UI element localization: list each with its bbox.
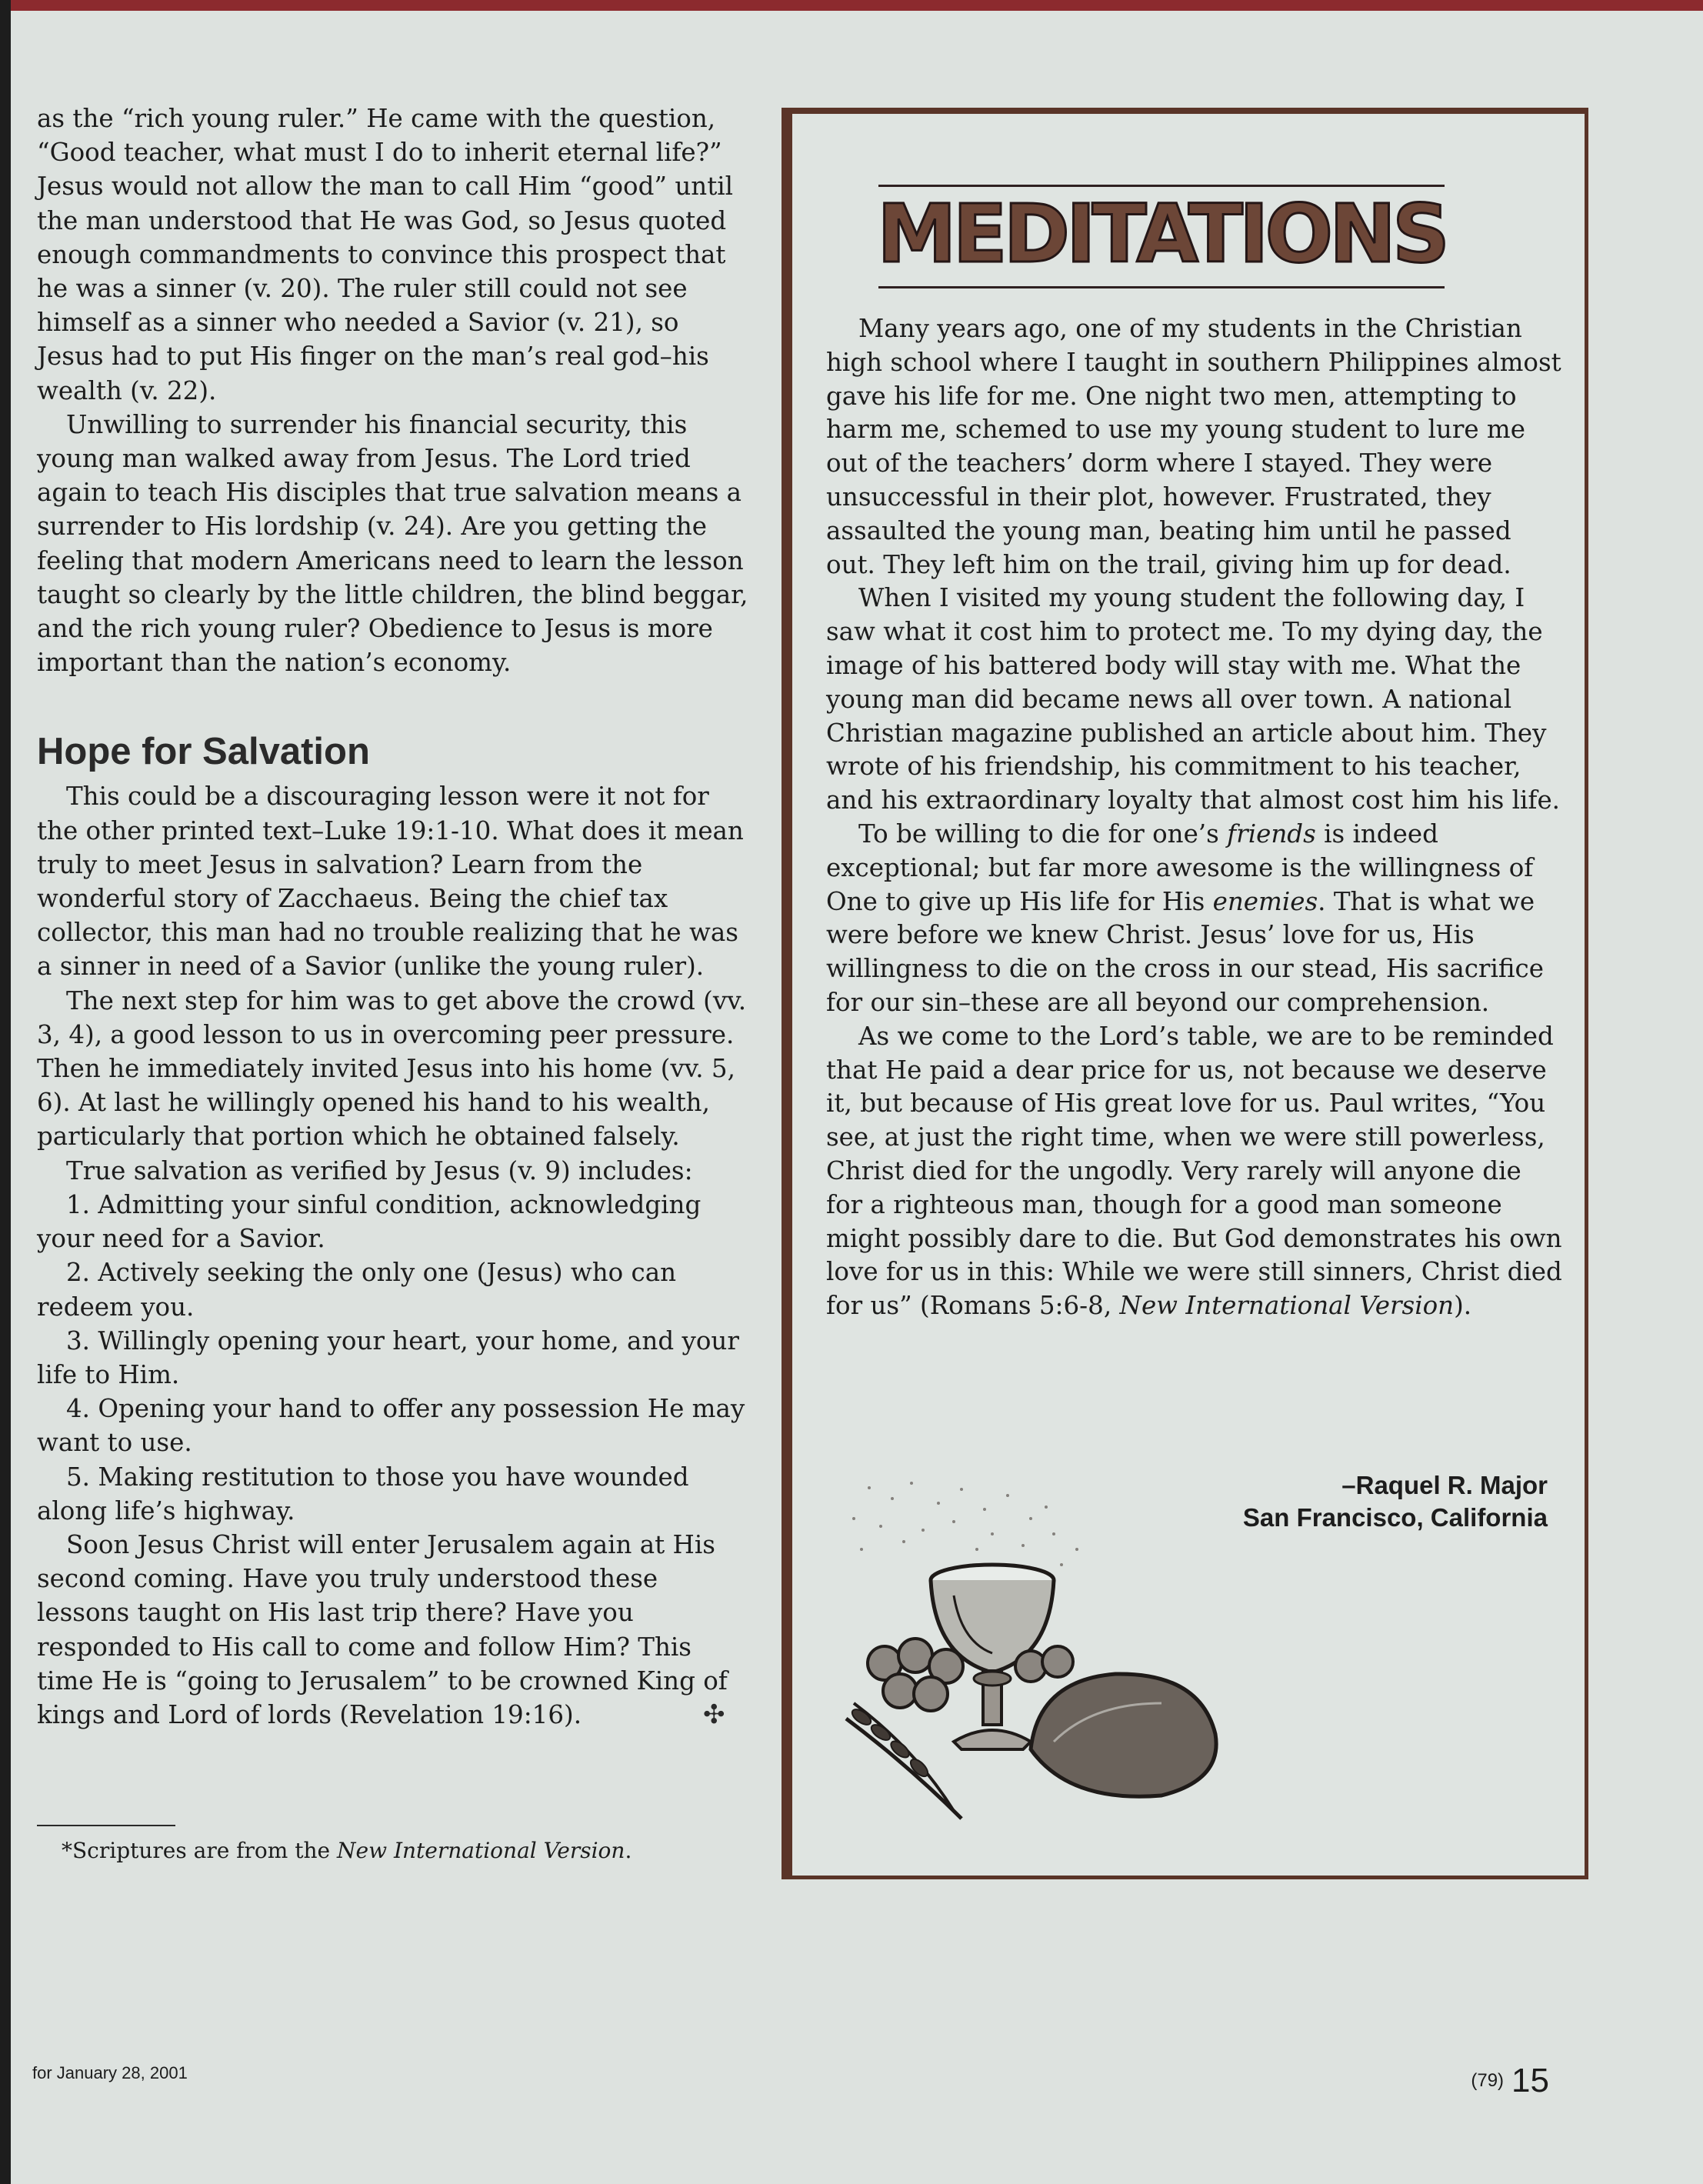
page-edge-shadow (0, 0, 11, 2184)
meditations-text (826, 312, 1565, 1323)
folio-number: 15 (1511, 2062, 1549, 2099)
author-signature (1243, 1469, 1548, 1534)
meditation-text: . That is what we were before we knew Christ. Jesus’ love for us, His willingness to die on the cross in our stead, His sacrifice for our sin–these are all beyond our comprehension. (826, 886, 1544, 1017)
meditation-text: ). (1454, 1291, 1472, 1321)
meditation-text: As we come to the Lord’s table, we are to be reminded that He paid a dear price for us, not because we deserve it, but because of His great love for us. Paul writes, “You see, at just the right time, when we were still powerless, Christ died for the ungodly. Very rarely will anyone die for a righteous man, though for a good man someone might possibly dare to die. But God demonstrates his own love for us in this: While we were still sinners, Christ died for us” (Romans 5:6-8, (826, 1021, 1562, 1321)
body-paragraph: The next step for him was to get above the crowd (vv. 3, 4), a good lesson to us in overcoming peer pressure. Then he immediately invited Jesus into his home (vv. 5, 6). At last he willingly opened his hand to his wealth, particularly that portion which he obtained falsely. (37, 985, 747, 1152)
meditation-text: is indeed exceptional; but far more awesome is the willingness of One to give up His life for His (826, 819, 1534, 916)
list-item: 2. Actively seeking the only one (Jesus) who can redeem you. (37, 1258, 677, 1322)
end-mark-icon: ✣ (703, 1699, 725, 1730)
meditation-paragraph (826, 818, 1565, 1020)
footnote-rule (37, 1825, 175, 1826)
footnote-suffix: . (625, 1838, 632, 1863)
list-item: 1. Admitting your sinful condition, acknowledging your need for a Savior. (37, 1189, 702, 1254)
top-color-band (0, 0, 1703, 11)
footnote-prefix: *Scriptures are from the (62, 1838, 337, 1863)
author-location: San Francisco, California (1242, 1503, 1548, 1532)
body-paragraph: This could be a discouraging lesson were it not for the other printed text–Luke 19:1-10. What does it mean truly to meet Jesus in salvation? Learn from the wonderful story of Zacchaeus. Being the chief tax collector, this man had no trouble realizing that he was a sinner in need of a Savior (unlike the young ruler). (37, 782, 744, 982)
author-name: –Raquel R. Major (1341, 1471, 1548, 1499)
footnote-version: New International Version (337, 1838, 625, 1863)
list-item: 4. Opening your hand to offer any possession He may want to use. (37, 1394, 745, 1458)
emphasis-friends: friends (1227, 819, 1316, 849)
left-column (37, 102, 752, 1732)
closing-paragraph-text: Soon Jesus Christ will enter Jerusalem again at His second coming. Have you truly understood these lessons taught on His last trip there? Have you responded to His call to come and follow Him? This time He is “going to Jerusalem” to be crowned King of kings and Lord of lords (Revelation 19:16). (37, 1529, 728, 1729)
list-item: 5. Making restitution to those you have wounded along life’s highway. (37, 1462, 689, 1525)
body-paragraph: as the “rich young ruler.” He came with the question, “Good teacher, what must I do to inherit eternal life?” Jesus would not allow the man to call Him “good” until the man understood that He was God, so Jesus quoted enough commandments to convince this prospect that he was a sinner (v. 20). The ruler still could not see himself as a sinner who needed a Savior (v. 21), so Jesus had to put His finger on the man’s real god–his wealth (v. 22). (37, 104, 734, 405)
body-paragraph: Unwilling to surrender his financial security, this young man walked away from Jesus. The Lord tried again to teach His disciples that true salvation means a surrender to His lordship (v. 24). Are you getting the feeling that modern Americans need to learn the lesson taught so clearly by the little children, the blind beggar, and the rich young ruler? Obedience to Jesus is more important than the nation’s economy. (37, 409, 748, 678)
page-number (1471, 2062, 1549, 2100)
meditation-paragraph: When I visited my young student the following day, I saw what it cost him to protect me. To my dying day, the image of his battered body will stay with me. What the young man did became news all over town. A national Christian magazine published an article about him. They wrote of his friendship, his commitment to his teacher, and his extraordinary loyalty that almost cost him his life. (826, 583, 1561, 815)
list-item: 3. Willingly opening your heart, your home, and your life to Him. (37, 1325, 739, 1389)
meditation-text: To be willing to die for one’s (858, 819, 1228, 849)
communion-illustration (838, 1472, 1269, 1826)
sequential-page-number: (79) (1471, 2070, 1505, 2091)
meditation-paragraph (826, 1020, 1565, 1323)
meditation-paragraph: Many years ago, one of my students in the Christian high school where I taught in southern Philippines almost gave his life for me. One night two men, attempting to harm me, schemed to use my young student to lure me out of the teachers’ dorm where I stayed. They were unsuccessful in their plot, however. Frustrated, they assaulted the young man, beating him until he passed out. They left him on the trail, giving him up for dead. (826, 314, 1561, 579)
body-paragraph (37, 1528, 752, 1732)
footnote (62, 1837, 632, 1865)
section-heading: Hope for Salvation (37, 731, 370, 773)
scripture-version: New International Version (1119, 1291, 1455, 1321)
emphasis-enemies: enemies (1212, 886, 1318, 916)
masthead-rule-bottom (878, 286, 1445, 288)
meditations-masthead: MEDITATIONS (877, 187, 1446, 281)
meditations-sidebar (782, 108, 1588, 1879)
issue-date: for January 28, 2001 (32, 2063, 188, 2082)
body-paragraph: True salvation as verified by Jesus (v. 9) includes: (66, 1155, 693, 1185)
